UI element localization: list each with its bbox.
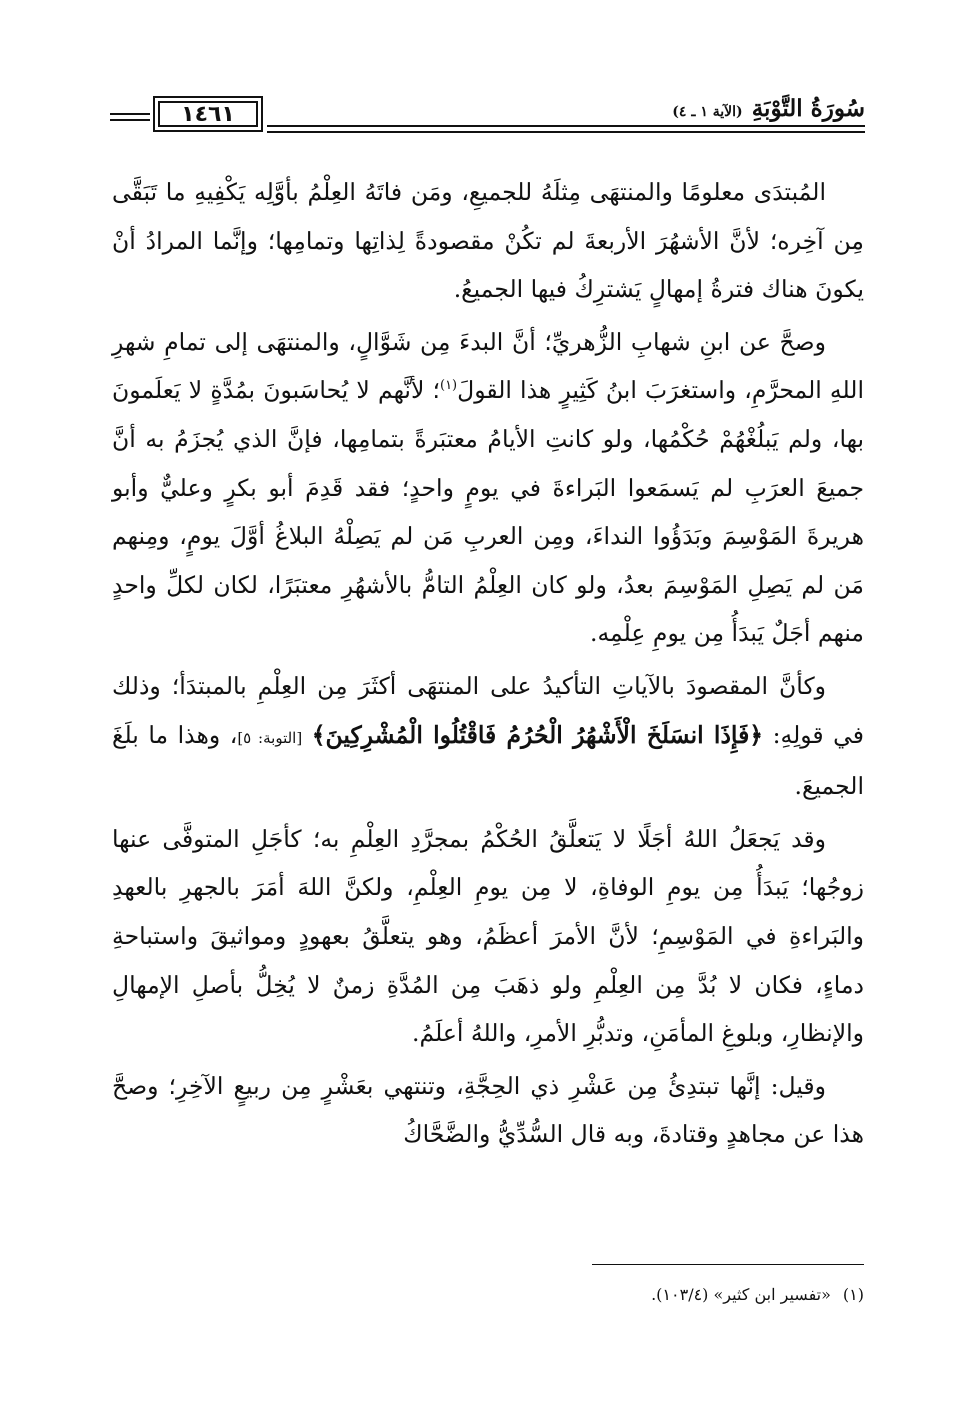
verse-citation: [التوبة: ٥]	[237, 728, 303, 747]
ayah-range: (الآية ١ ـ ٤)	[672, 104, 743, 120]
paragraph	[112, 318, 864, 658]
paragraph-text: وقيل: إنَّها تبتدِئُ مِن عَشْرِ ذي الحِجَّةِ، وتنتهي بعَشْرٍ مِن ربيعٍ الآخِرِ؛ وصحَّ هذا عن مجاهدٍ وقتادةَ، وبه قال السُّدِّيُّ والضَّحَّاكُ	[112, 1071, 864, 1149]
paragraph-text: المُبتدَى معلومًا والمنتهَى مِثلَهُ للجميعِ، ومَن فاتَهُ العِلْمُ بأوَّلِه يَكْفِيهِ ما تَبَقَّى مِن آخِره؛ لأنَّ الأشهُرَ الأربعةَ لم تكُنْ مقصودةً لِذاتِها وتمامِها؛ وإنَّما المرادُ أنْ يكونَ هناك فترةُ إمهالٍ يَشترِكُ فيها الجميعُ.	[112, 178, 864, 304]
surah-title: سُورَةُ التَّوْبَةِ	[751, 95, 865, 122]
paragraph	[112, 1062, 864, 1159]
header-rule	[110, 119, 150, 121]
footnote	[112, 1284, 864, 1306]
paragraph-text: وكأنَّ المقصودَ بالآياتِ التأكيدُ على المنتهَى أكثَرَ مِن العِلْمِ بالمبتدَأ؛ وذلك في قولِهِ:	[112, 671, 864, 749]
header-title	[672, 95, 865, 122]
quran-verse: ﴿فَإِذَا انسَلَخَ الْأَشْهُرُ الْحُرُمُ فَاقْتُلُوا الْمُشْرِكِينَ﴾	[311, 720, 764, 749]
footnote-marker: (١)	[439, 378, 458, 394]
page-number-frame	[153, 96, 263, 132]
paragraph-text: ؛ لأنَّهم لا يُحاسَبونَ بمُدَّةٍ لا يَعلَمونَ بها، ولم يَبلُغْهُمْ حُكْمُها، ولو كانتِ الأيامُ معتبَرةً بتمامِها، فإنَّ الذي يُجزَمُ به أنَّ جميعَ العرَبِ لم يَسمَعوا البَراءةَ في يومٍ واحدٍ؛ فقد قَدِمَ أبو بكرٍ وعليٌّ وأبو هريرةَ المَوْسِمَ وبَدَؤُوا النداءَ، ومِن العربِ مَن لم يَصِلْهُ البلاغُ أوَّلَ يومٍ، ومِنهم مَن لم يَصِلِ المَوْسِمَ بعدُ، ولو كان العِلْمُ التامُّ بالأشهُرِ معتبَرًا، لكان لكلِّ واحدٍ منهم أجَلٌ يَبدَأُ مِن يومِ عِلْمِه.	[112, 376, 864, 648]
paragraph	[112, 815, 864, 1058]
header-rule	[267, 131, 865, 133]
paragraph-text: وقد يَجعَلُ اللهُ أجَلًا لا يَتعلَّقُ الحُكْمُ بمجرَّدِ العِلْمِ به؛ كأجَلِ المتوفَّى عنها زوجُها؛ يَبدَأُ مِن يومِ الوفاةِ، لا مِن يومِ العِلْمِ، ولكنَّ اللهَ أمَرَ بالجهرِ بالعهدِ والبَراءةِ في المَوْسِمِ؛ لأنَّ الأمرَ أعظَمُ، وهو يتعلَّقُ بعهودٍ ومواثيقَ واستباحةِ دماءٍ، فكان لا بُدَّ مِن العِلْمِ ولو ذهَبَ مِن المُدَّةِ زمنٌ لا يُخِلُّ بأصلِ الإمهالِ والإنظارِ، وبلوغِ المأمَنِ، وتدبُّرِ الأمرِ، واللهُ أعلَمُ.	[112, 824, 864, 1048]
footnote-text: «تفسير ابن كثير» (١٠٣/٤).	[651, 1285, 831, 1304]
body-text	[112, 168, 864, 1163]
running-header	[110, 94, 865, 138]
paragraph-text: ، وهذا ما بلَغَ الجميعَ.	[112, 720, 864, 801]
paragraph	[112, 662, 864, 811]
header-rule	[267, 125, 865, 127]
paragraph-text: وصحَّ عن ابنِ شهابِ الزُّهريِّ؛ أنَّ البدءَ مِن شَوَّالٍ، والمنتهَى إلى تمامِ شهرِ اللهِ المحرَّمِ، واستغرَبَ ابنُ كَثِيرٍ هذا القولَ	[112, 327, 864, 405]
header-rule	[110, 113, 150, 115]
page-number: ١٤٦١	[181, 101, 235, 127]
paragraph	[112, 168, 864, 314]
footnote-number: (١)	[842, 1285, 864, 1304]
footnote-separator	[592, 1264, 864, 1265]
